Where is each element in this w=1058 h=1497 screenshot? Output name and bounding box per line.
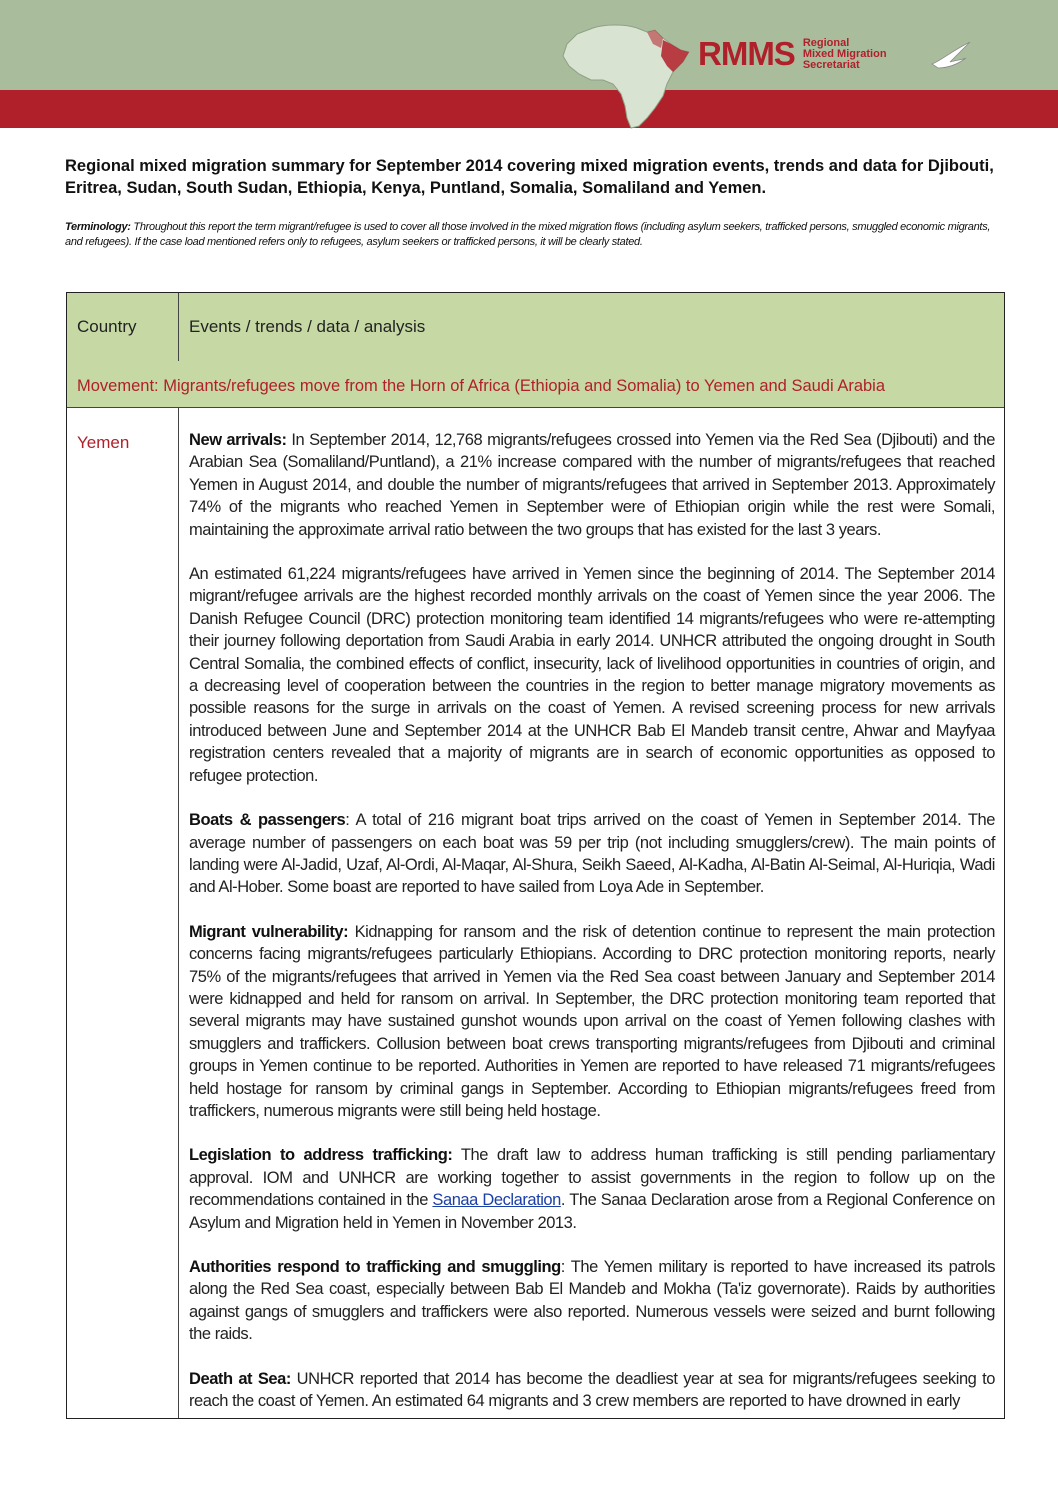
movement-heading: Movement: Migrants/refugees move from the Horn of Africa (Ethiopia and Somalia) to Yemen and Saudi Arabia [77, 377, 886, 395]
column-header-events: Events / trends / data / analysis [189, 317, 426, 336]
terminology-note [65, 220, 1000, 250]
column-divider [178, 407, 179, 1419]
table-header-row [67, 293, 1004, 362]
banner-red-band [0, 90, 1058, 128]
terminology-label: Terminology: [65, 221, 131, 233]
africa-map-icon [555, 22, 695, 132]
paragraph-new-arrivals: New arrivals: In September 2014, 12,768 migrants/refugees crossed into Yemen via the Red Sea (Djibouti) and the Arabian Sea (Somaliland/Puntland), a 21% increase compared with the number of migrants/refugees that reached Yemen in August 2014, and double the number of migrants/refugees that arrived in September 2013. Approximately 74% of the migrants who reached Yemen in September were of Ethiopian origin while the rest were Somali, maintaining the approximate arrival ratio between the two groups that has existed for the last 3 years. [189, 431, 995, 539]
paragraph-estimated-arrivals: An estimated 61,224 migrants/refugees have arrived in Yemen since the beginning of 2014. The September 2014 migrant/refugee arrivals are the highest recorded monthly arrivals on the coast of Yemen since the year 2006. The Danish Refugee Council (DRC) protection monitoring team identified 14 migrants/refugees who were re-attempting their journey following deportation from Saudi Arabia in early 2014. UNHCR attributed the ongoing drought in South Central Somalia, the combined effects of conflict, insecurity, lack of livelihood opportunities in countries of origin, and a decreasing level of cooperation between the countries in the region to better manage migratory movements as possible reasons for the surge in arrivals on the coast of Yemen. A revised screening process for new arrivals introduced between June and September 2014 at the UNHCR Bab El Mandeb transit centre, Ahwar and Mayfyaa registration centers revealed that a majority of migrants are in search of economic opportunities as opposed to refugee protection. [189, 565, 995, 785]
terminology-text: Throughout this report the term migrant/refugee is used to cover all those involved in the mixed migration flows (including asylum seekers, trafficked persons, smuggled economic migrants, and refugees). If the case load mentioned refers only to refugees, asylum seekers or trafficked persons, it will be clearly stated. [65, 221, 991, 248]
logo-wordmark: RMMS [698, 35, 795, 72]
country-cell-yemen: Yemen [77, 433, 130, 452]
header-banner [0, 0, 1058, 128]
paragraph-death-at-sea: Death at Sea: UNHCR reported that 2014 has become the deadliest year at sea for migrants/refugees seeking to reach the coast of Yemen. An estimated 64 migrants and 3 crew members are reported to have drowned in early [189, 1369, 995, 1411]
paragraph-legislation: Legislation to address trafficking: The draft law to address human trafficking is still pending parliamentary approval. IOM and UNHCR are working together to assist governments in the region to follow up on the recommendations contained in the Sanaa Declaration. The Sanaa Declaration arose from a Regional Conference on Asylum and Migration held in Yemen in November 2013. [189, 1146, 995, 1232]
events-cell [189, 429, 995, 1419]
column-divider [178, 293, 179, 361]
paragraph-authorities-respond: Authorities respond to trafficking and smuggling: The Yemen military is reported to have increased its patrols along the Red Sea coast, especially between Bab El Mandeb and Mokha (Ta'iz governorate). Raids by authorities against gangs of smugglers and traffickers were also reported. Numerous vessels were seized and burnt following the raids. [189, 1258, 995, 1344]
banner-green-band [0, 0, 1058, 90]
logo-subtitle: Regional Mixed Migration Secretariat [802, 36, 887, 71]
bird-icon [930, 38, 974, 72]
paragraph-boats-passengers: Boats & passengers: A total of 216 migrant boat trips arrived on the coast of Yemen in September 2014. The average number of passengers on each boat was 59 per trip (not including smugglers/crew). The main points of landing were Al-Jadid, Uzaf, Al-Ordi, Al-Maqar, Al-Shura, Seikh Saeed, Al-Kadha, Al-Batin Al-Seimal, Al-Huriqia, Wadi and Al-Hober. Some boast are reported to have sailed from Loya Ade in September. [189, 811, 995, 897]
summary-table [66, 292, 1005, 1419]
document-title: Regional mixed migration summary for September 2014 covering mixed migration events, trends and data for Djibouti, Eritrea, Sudan, South Sudan, Ethiopia, Kenya, Puntland, Somalia, Somaliland and Yemen. [65, 157, 994, 197]
sanaa-declaration-link[interactable]: Sanaa Declaration [432, 1191, 561, 1210]
column-header-country: Country [77, 317, 137, 336]
movement-row [67, 361, 1004, 408]
rmms-logo [698, 34, 887, 74]
paragraph-migrant-vulnerability: Migrant vulnerability: Kidnapping for ransom and the risk of detention continue to represent the main protection concerns facing migrants/refugees particularly Ethiopians. According to DRC protection monitoring reports, nearly 75% of the migrants/refugees that arrived in Yemen via the Red Sea coast between January and September 2014 were kidnapped and held for ransom on arrival. In September, the DRC protection monitoring team reported that several migrants may have sustained gunshot wounds upon arrival on the coast of Yemen following clashes with smugglers and traffickers. Collusion between boat crews transporting migrants/refugees from Djibouti and criminal groups in Yemen continue to be reported. Authorities in Yemen are reported to have released 71 migrants/refugees held hostage for ransom by criminal gangs in September. According to Ethiopian migrants/refugees freed from traffickers, numerous migrants were still being held hostage. [189, 922, 995, 1120]
